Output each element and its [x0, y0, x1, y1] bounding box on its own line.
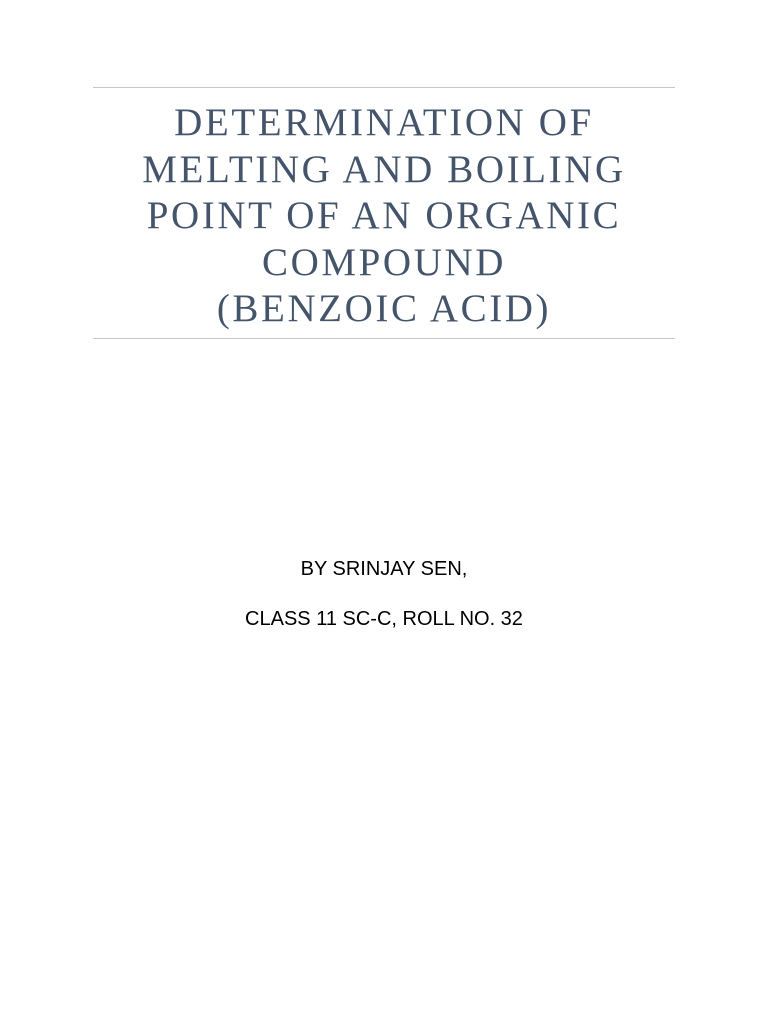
class-roll-line: CLASS 11 SC-C, ROLL NO. 32 — [245, 608, 523, 630]
title-top-rule — [93, 87, 675, 88]
title-line-3: POINT OF AN ORGANIC — [146, 194, 622, 237]
document-title — [93, 100, 675, 333]
author-line: BY SRINJAY SEN, — [300, 558, 468, 580]
title-line-4: COMPOUND — [261, 240, 506, 284]
title-line-5: (BENZOIC ACID) — [216, 287, 552, 330]
title-bottom-rule — [93, 338, 675, 339]
title-line-1: DETERMINATION OF — [174, 101, 594, 144]
title-line-2: MELTING AND BOILING — [142, 147, 626, 191]
